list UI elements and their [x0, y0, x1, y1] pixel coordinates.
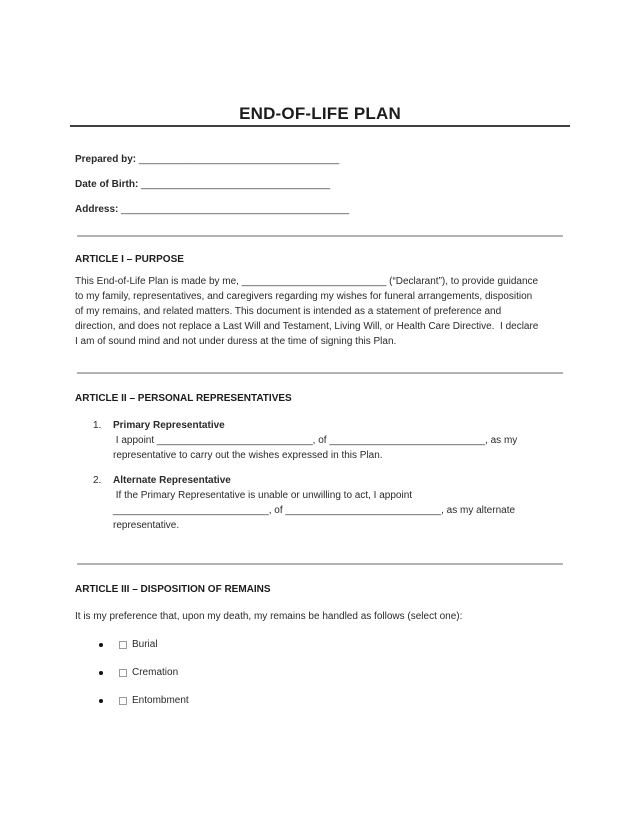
entombment-checkbox-icon[interactable] — [119, 697, 127, 705]
list-number: 1. — [93, 420, 102, 431]
prepared-by-label: Prepared by: — [75, 154, 137, 165]
address-row — [75, 202, 565, 217]
option-cremation — [75, 665, 565, 680]
list-item-line: representative to carry out the wishes expressed in this Plan. — [113, 450, 383, 461]
article-1-heading: ARTICLE I – PURPOSE — [75, 254, 184, 265]
article-3-heading: ARTICLE III – DISPOSITION OF REMAINS — [75, 584, 271, 595]
list-number: 2. — [93, 475, 102, 486]
address-label: Address: — [75, 204, 119, 215]
section-divider — [77, 235, 563, 237]
disposition-intro: It is my preference that, upon my death, my remains be handled as follows (select one): — [75, 611, 463, 622]
article-2-heading: ARTICLE II – PERSONAL REPRESENTATIVES — [75, 393, 292, 404]
bullet-dot-icon — [99, 699, 103, 703]
paragraph-line: I am of sound mind and not under duress at the time of signing this Plan. — [75, 336, 397, 347]
option-label: Entombment — [132, 695, 189, 706]
date-of-birth-row — [75, 177, 565, 192]
paragraph-line: to my family, representatives, and caregivers regarding my wishes for funeral arrangements, disposition — [75, 291, 533, 302]
option-entombment — [75, 693, 565, 708]
list-item-title: Primary Representative — [113, 420, 225, 431]
list-item-body — [113, 418, 565, 463]
date-of-birth-blank[interactable]: __________________________________ — [138, 179, 331, 190]
bullet-dot-icon — [99, 671, 103, 675]
primary-representative-item — [75, 418, 565, 463]
list-item-line: If the Primary Representative is unable or unwilling to act, I appoint — [113, 490, 413, 501]
address-blank[interactable]: _________________________________________ — [118, 204, 350, 215]
document-body — [0, 152, 640, 708]
paragraph-line: of my remains, and related matters. This document is intended as a statement of preference and — [75, 306, 502, 317]
list-item-line: representative. — [113, 520, 180, 531]
date-of-birth-label: Date of Birth: — [75, 179, 139, 190]
list-item-body — [113, 473, 565, 533]
page-title: END-OF-LIFE PLAN — [70, 0, 570, 127]
list-item-line: ____________________________, of ____________________________, as my alternate — [113, 505, 516, 516]
alternate-representative-item — [75, 473, 565, 533]
option-burial — [75, 637, 565, 652]
article-1-paragraph — [75, 274, 565, 349]
list-item-line: I appoint ____________________________, of ____________________________, as my — [113, 435, 518, 446]
section-divider — [77, 372, 563, 374]
burial-checkbox-icon[interactable] — [119, 641, 127, 649]
prepared-by-row — [75, 152, 565, 167]
section-divider — [77, 563, 563, 565]
option-label: Burial — [132, 639, 158, 650]
prepared-by-blank[interactable]: ____________________________________ — [136, 154, 340, 165]
paragraph-line: This End-of-Life Plan is made by me, __________________________ (“Declarant”), to provide guidance — [75, 276, 539, 287]
paragraph-line: direction, and does not replace a Last Will and Testament, Living Will, or Health Care Directive. I declare — [75, 321, 539, 332]
cremation-checkbox-icon[interactable] — [119, 669, 127, 677]
option-label: Cremation — [132, 667, 179, 678]
list-item-title: Alternate Representative — [113, 475, 231, 486]
bullet-dot-icon — [99, 643, 103, 647]
